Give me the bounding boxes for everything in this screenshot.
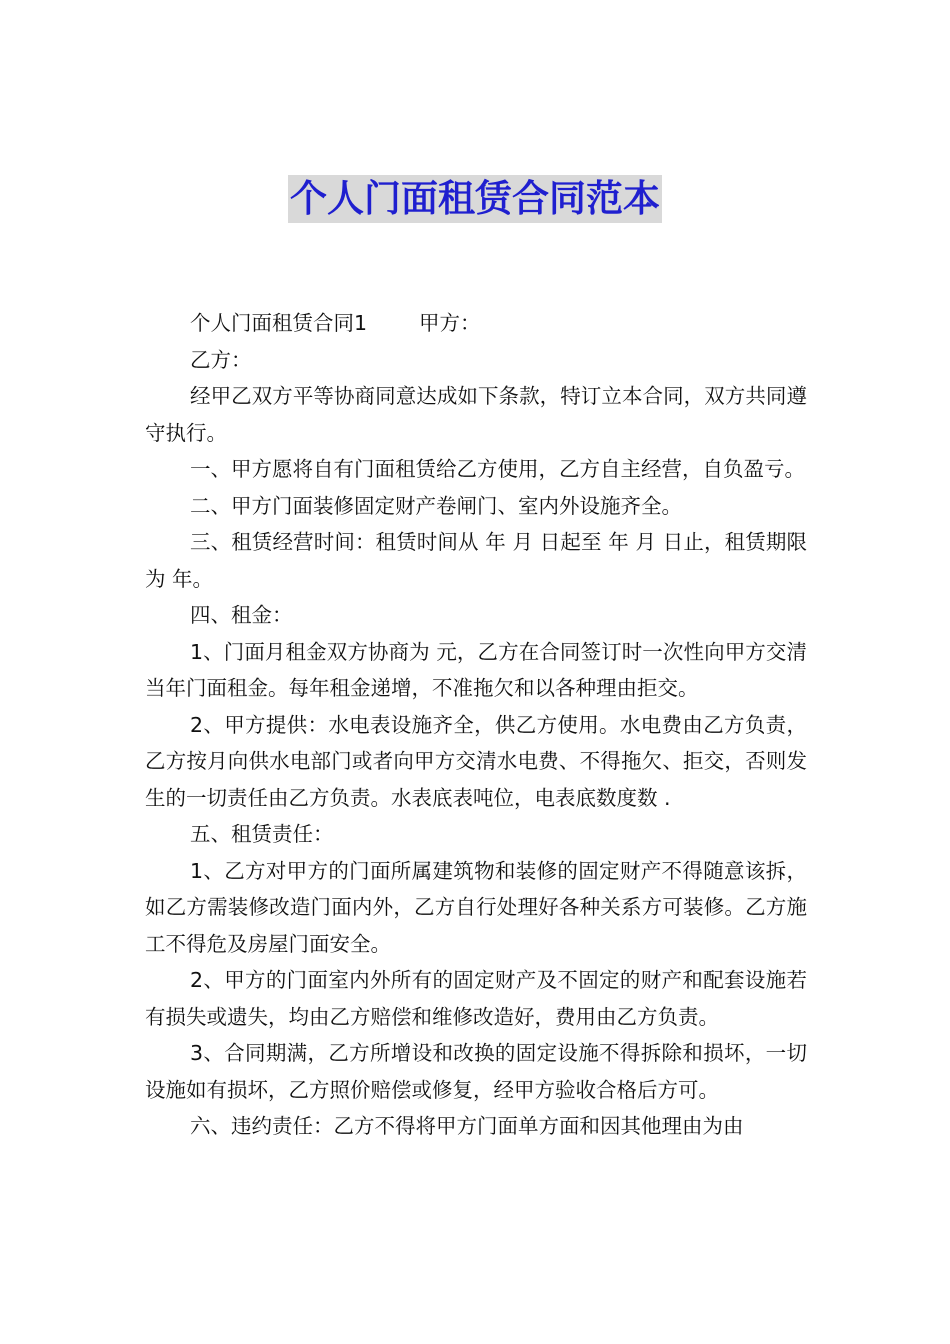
paragraph-clause-5: 五、租赁责任： (190, 822, 334, 846)
title-block (0, 175, 950, 223)
paragraph-clause-3: 三、租赁经营时间：租赁时间从 年 月 日起至 年 月 日止，租赁期限为 年。 (145, 530, 807, 591)
paragraph-clause-5-3: 3、合同期满，乙方所增设和改换的固定设施不得拆除和损坏，一切设施如有损坏，乙方照价赔偿或修复，经甲方验收合格后方可。 (145, 1041, 807, 1102)
paragraph-clause-6: 六、违约责任：乙方不得将甲方门面单方面和因其他理由为由 (190, 1114, 744, 1138)
paragraph-party-b: 乙方： (190, 347, 252, 372)
paragraph-clause-5-2: 2、甲方的门面室内外所有的固定财产及不固定的财产和配套设施若有损失或遗失，均由乙方赔偿和维修改造好，费用由乙方负责。 (145, 968, 807, 1029)
paragraph-clause-2: 二、甲方门面装修固定财产卷闸门、室内外设施齐全。 (190, 493, 682, 518)
paragraph-clause-4-2: 2、甲方提供：水电表设施齐全，供乙方使用。水电费由乙方负责，乙方按月向供水电部门或者向甲方交清水电费、不得拖欠、拒交，否则发生的一切责任由乙方负责。水表底表吨位，电表底数度数 . (145, 712, 807, 810)
paragraph-clause-4: 四、租金： (190, 603, 293, 627)
document-title: 个人门面租赁合同范本 (288, 175, 662, 223)
paragraph-clause-5-1: 1、乙方对甲方的门面所属建筑物和装修的固定财产不得随意该拆，如乙方需装修改造门面内外，乙方自行处理好各种关系方可装修。乙方施工不得危及房屋门面安全。 (145, 858, 807, 956)
heading-line (145, 305, 807, 342)
party-a-label: 甲方： (419, 311, 481, 335)
paragraph-clause-4-1: 1、门面月租金双方协商为 元，乙方在合同签订时一次性向甲方交清当年门面租金。每年租金递增，不准拖欠和以各种理由拒交。 (145, 639, 807, 700)
paragraph-preamble: 经甲乙双方平等协商同意达成如下条款，特订立本合同，双方共同遵守执行。 (145, 384, 807, 445)
contract-heading: 个人门面租赁合同1 (190, 311, 368, 335)
document-body (145, 305, 807, 1145)
paragraph-clause-1: 一、甲方愿将自有门面租赁给乙方使用，乙方自主经营，自负盈亏。 (190, 457, 805, 481)
